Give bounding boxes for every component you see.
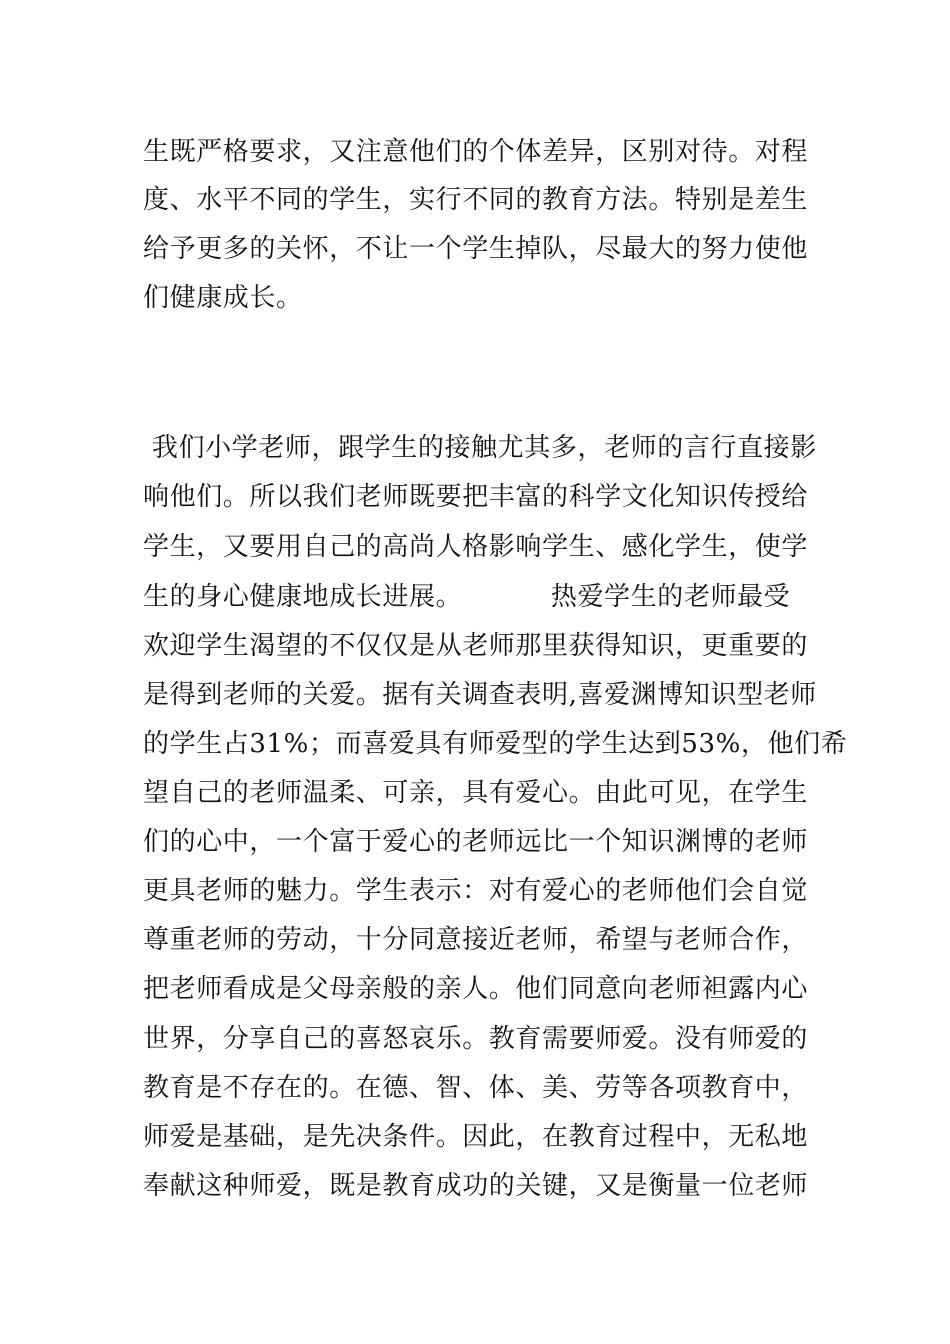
text-line: 们的心中，一个富于爱心的老师远比一个知识渊博的老师 — [143, 827, 809, 857]
text-line: 是得到老师的关爱。据有关调查表明,喜爱渊博知识型老师 — [143, 680, 817, 710]
text-line: 给予更多的关怀，不让一个学生掉队，尽最大的努力使他 — [143, 234, 809, 264]
text-line: 响他们。所以我们老师既要把丰富的科学文化知识传授给 — [143, 482, 809, 512]
text-line: 生既严格要求，又注意他们的个体差异，区别对待。对程 — [143, 137, 809, 167]
text-line: 们健康成长。 — [143, 283, 303, 313]
text-line: 我们小学老师，跟学生的接触尤其多，老师的言行直接影 — [143, 433, 817, 463]
text-line: 师爱是基础，是先决条件。因此，在教育过程中，无私地 — [143, 1122, 809, 1152]
text-line: 学生，又要用自己的高尚人格影响学生、感化学生，使学 — [143, 532, 809, 562]
text-line: 望自己的老师温柔、可亲，具有爱心。由此可见，在学生 — [143, 778, 809, 808]
text-line: 奉献这种师爱，既是教育成功的关键，又是衡量一位老师 — [143, 1171, 809, 1201]
text-line: 度、水平不同的学生，实行不同的教育方法。特别是差生 — [143, 185, 809, 215]
text-line: 生的身心健康地成长进展。 热爱学生的老师最受 — [143, 582, 791, 612]
text-line: 欢迎学生渴望的不仅仅是从老师那里获得知识，更重要的 — [143, 631, 809, 661]
text-line: 教育是不存在的。在德、智、体、美、劳等各项教育中， — [143, 1073, 809, 1103]
text-line: 世界，分享自己的喜怒哀乐。教育需要师爱。没有师爱的 — [143, 1024, 809, 1054]
text-line: 把老师看成是父母亲般的亲人。他们同意向老师袒露内心 — [143, 974, 809, 1004]
text-line: 更具老师的魅力。学生表示：对有爱心的老师他们会自觉 — [143, 876, 809, 906]
text-line: 尊重老师的劳动，十分同意接近老师，希望与老师合作， — [143, 925, 809, 955]
text-line: 的学生占31%；而喜爱具有师爱型的学生达到53%，他们希 — [143, 729, 848, 759]
